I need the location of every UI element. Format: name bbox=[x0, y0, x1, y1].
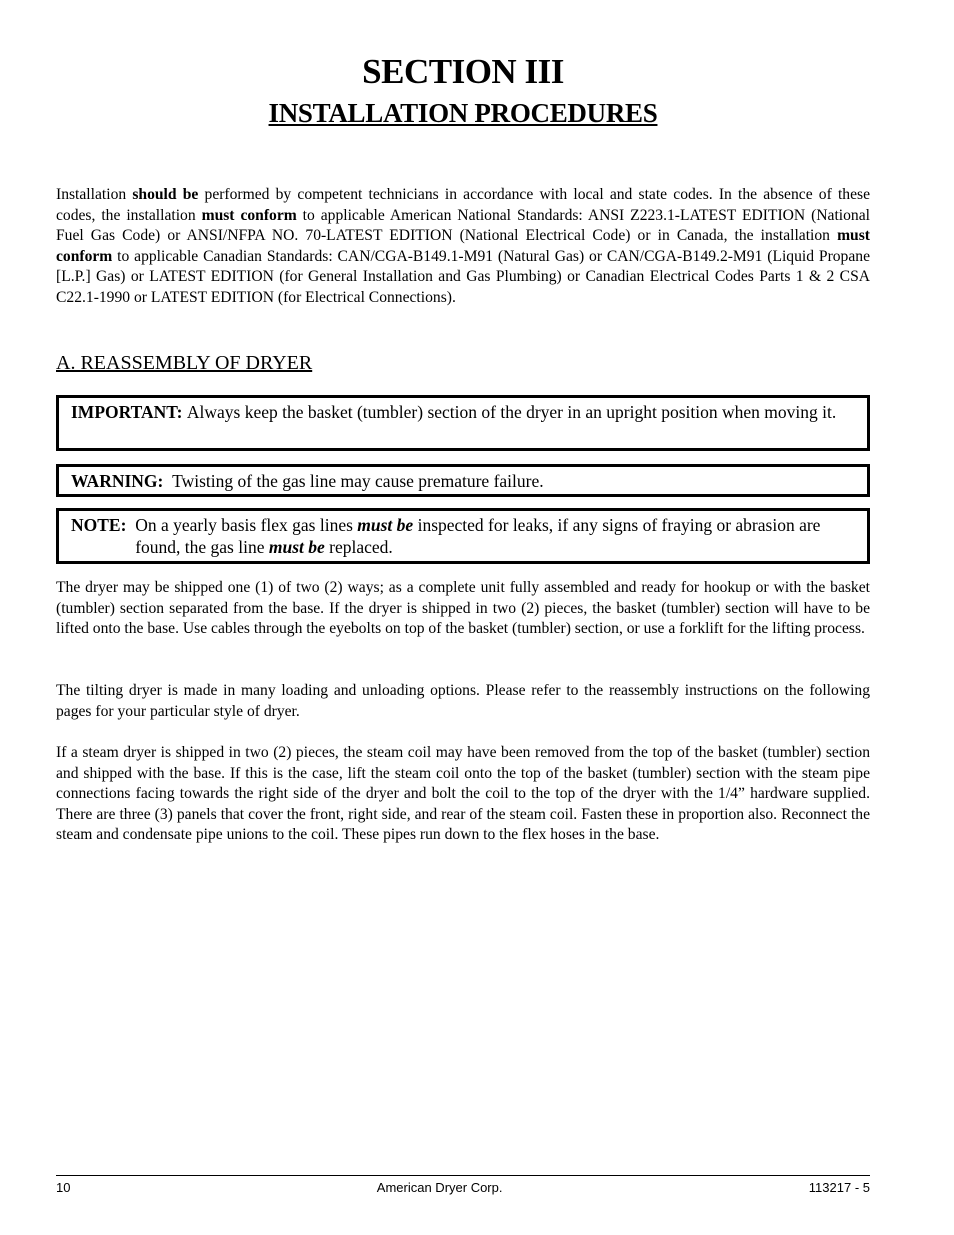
subsection-heading: A. REASSEMBLY OF DRYER bbox=[56, 352, 313, 374]
note-box bbox=[56, 508, 870, 564]
intro-text-4: to applicable Canadian Standards: CAN/CGA-B149.1-M91 (Natural Gas) or CAN/CGA-B149.2-M91 (Liquid Propane [L.P.] Gas) or LATEST EDITION (for General Installation and Gas Plumbing) or Canadian Electrical Codes Parts 1 & 2 CSA C22.1-1990 or LATEST EDITION (for Electrical Connections). bbox=[56, 247, 870, 306]
section-subtitle: INSTALLATION PROCEDURES bbox=[268, 98, 658, 128]
page-footer bbox=[56, 1180, 870, 1195]
important-box bbox=[56, 395, 870, 451]
intro-text-2: performed by competent technicians in accordance with local and state codes. In the absence of these codes, the installation bbox=[56, 186, 870, 224]
note-text: On a yearly basis flex gas lines must be inspected for leaks, if any signs of fraying or abrasion are found, the gas line must be replaced. bbox=[135, 515, 821, 557]
intro-text-3: to applicable American National Standards: ANSI Z223.1-LATEST EDITION (National Fuel Gas Code) or ANSI/NFPA NO. 70-LATEST EDITION (National Electrical Code) or in Canada, the installation bbox=[56, 206, 870, 245]
warning-box bbox=[56, 464, 870, 497]
tilting-paragraph: The tilting dryer is made in many loading and unloading options. Please refer to the reassembly instructions on the following pages for your particular style of dryer. bbox=[56, 682, 870, 720]
footer-rule bbox=[56, 1175, 870, 1176]
intro-text-1: Installation bbox=[56, 186, 133, 203]
steam-paragraph: If a steam dryer is shipped in two (2) pieces, the steam coil may have been removed from the top of the basket (tumbler) section and shipped with the base. If this is the case, lift the steam coil onto the top of the basket (tumbler) section with the steam pipe connections facing towards the right side of the dryer and bolt the coil to the top of the dryer with the 1/4” hardware supplied. There are three (3) panels that cover the front, right side, and rear of the steam coil. Fasten these in proportion also. Reconnect the steam and condensate pipe unions to the coil. These pipes run down to the flex hoses in the base. bbox=[56, 744, 870, 844]
note-label: NOTE: bbox=[71, 515, 127, 535]
intro-bold-3: must conform bbox=[56, 227, 870, 265]
important-label: IMPORTANT: bbox=[71, 402, 183, 422]
page-number: 10 bbox=[56, 1180, 71, 1195]
intro-bold-1: should be bbox=[132, 186, 199, 203]
intro-bold-2: must conform bbox=[201, 206, 297, 224]
shipping-paragraph: The dryer may be shipped one (1) of two (2) ways; as a complete unit fully assembled and ready for hookup or with the basket (tumbler) section separated from the base. If the dryer is shipped in two (2) pieces, the basket (tumbler) section will have to be lifted onto the base. Use cables through the eyebolts on top of the basket (tumbler) section, or use a forklift for the lifting process. bbox=[56, 579, 870, 638]
section-title: SECTION III bbox=[362, 52, 564, 91]
intro-paragraph bbox=[56, 185, 870, 309]
note-emphasis-2: must be bbox=[268, 537, 325, 557]
note-emphasis-1: must be bbox=[357, 515, 414, 535]
warning-label: WARNING: bbox=[71, 471, 164, 491]
footer-doc-number: 113217 - 5 bbox=[808, 1180, 870, 1195]
warning-text: Twisting of the gas line may cause premature failure. bbox=[172, 471, 544, 491]
important-text: Always keep the basket (tumbler) section of the dryer in an upright position when moving it. bbox=[186, 402, 837, 422]
footer-company: American Dryer Corp. bbox=[376, 1180, 503, 1195]
